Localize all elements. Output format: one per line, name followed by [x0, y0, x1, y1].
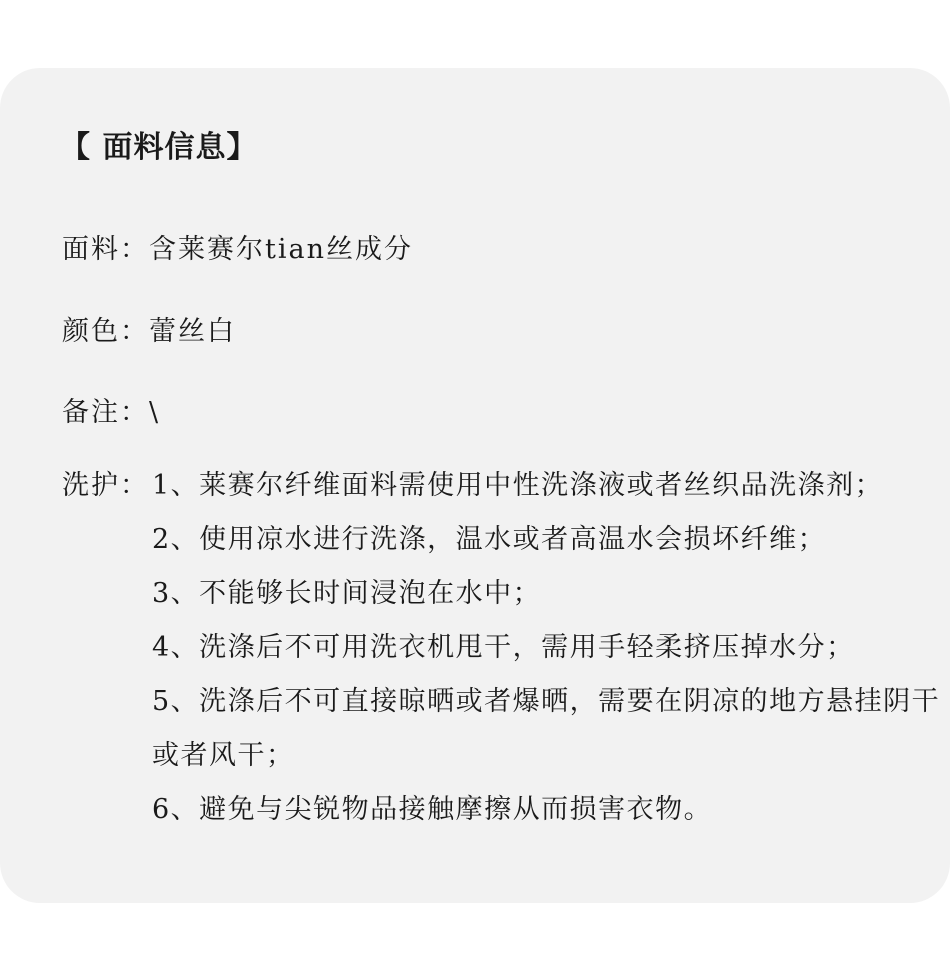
- care-item: 6、避免与尖锐物品接触摩擦从而损害衣物。: [152, 794, 713, 825]
- note-row: [62, 395, 160, 431]
- fabric-value: 含莱赛尔tian丝成分: [149, 234, 413, 265]
- care-label: 洗护：: [62, 470, 149, 501]
- care-item: 5、洗涤后不可直接晾晒或者爆晒，需要在阴凉的地方悬挂阴干或者风干；: [152, 686, 941, 771]
- section-heading: 【 面料信息】: [60, 130, 258, 165]
- care-item: 2、使用凉水进行洗涤，温水或者高温水会损坏纤维；: [152, 524, 827, 555]
- care-item: 3、不能够长时间浸泡在水中；: [152, 578, 542, 609]
- care-item: 1、莱赛尔纤维面料需使用中性洗涤液或者丝织品洗涤剂；: [152, 470, 884, 501]
- care-instructions-list: [152, 459, 942, 837]
- care-item: 4、洗涤后不可用洗衣机甩干，需用手轻柔挤压掉水分；: [152, 632, 855, 663]
- color-value: 蕾丝白: [149, 316, 236, 347]
- note-label: 备注：: [62, 397, 149, 428]
- fabric-row: [62, 232, 413, 268]
- color-label: 颜色：: [62, 316, 149, 347]
- color-row: [62, 314, 236, 350]
- note-value: \: [149, 397, 161, 428]
- fabric-label: 面料：: [62, 234, 149, 265]
